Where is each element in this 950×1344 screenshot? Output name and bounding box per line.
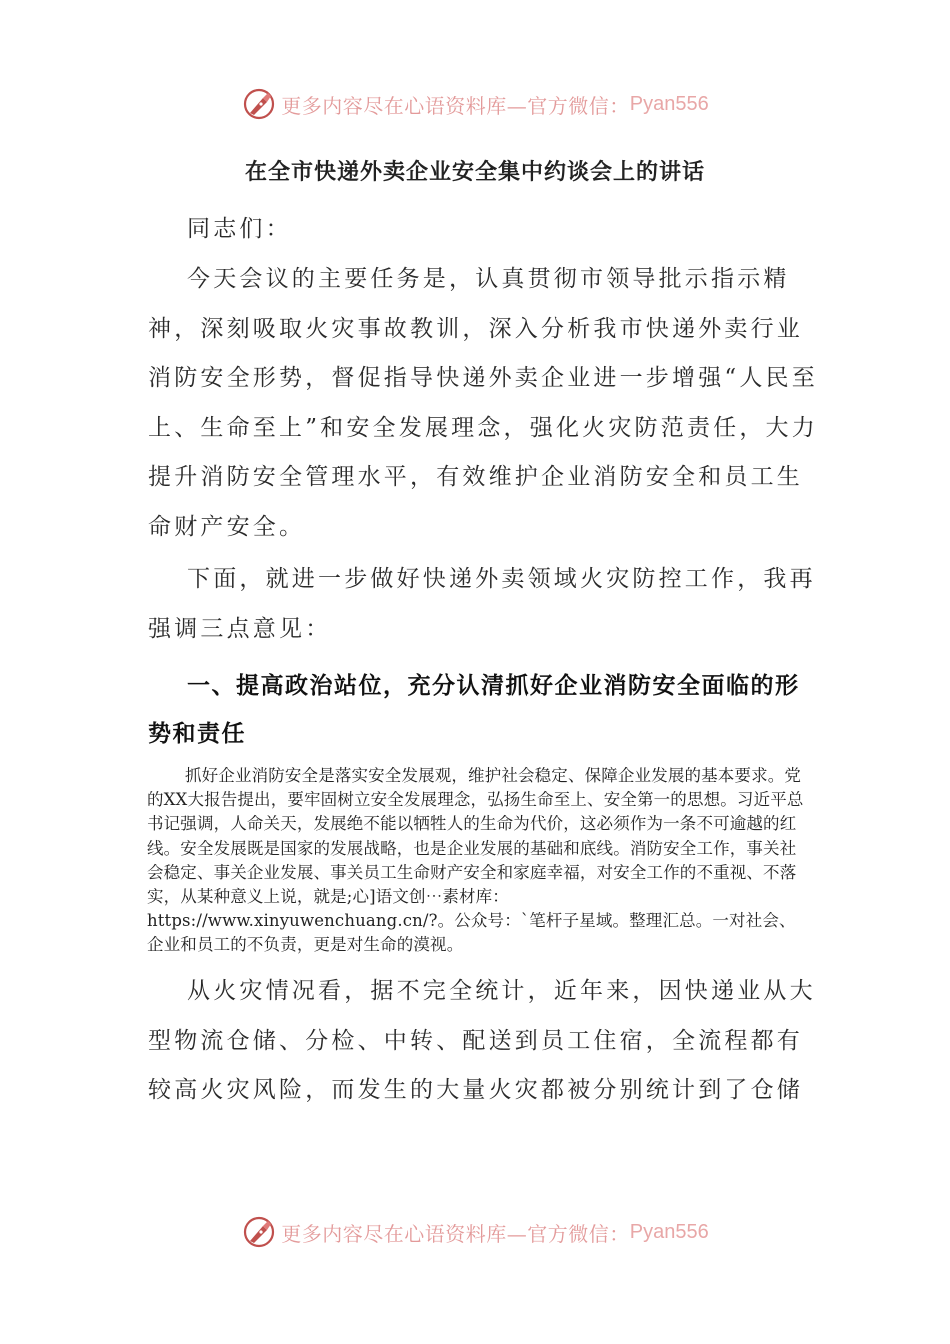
header-watermark — [0, 84, 950, 124]
paragraph-3: 从火灾情况看，据不完全统计，近年来，因快递业从大型物流仓储、分检、中转、配送到员工住宿，全流程都有较高火灾风险，而发生的大量火灾都被分别统计到了仓储 — [148, 978, 816, 1104]
pen-nib-icon — [241, 86, 277, 122]
salutation: 同志们： — [187, 216, 292, 242]
paragraph-1: 今天会议的主要任务是，认真贯彻市领导批示指示精神，深刻吸取火灾事故教训，深入分析我市快递外卖行业消防安全形势，督促指导快递外卖企业进一步增强“人民至上、生命至上”和安全发展理念，强化火灾防范责任，大力提升消防安全管理水平，有效维护企业消防安全和员工生命财产安全。 — [148, 266, 818, 540]
pen-nib-icon — [241, 1214, 277, 1250]
paragraph-2: 下面，就进一步做好快递外卖领域火灾防控工作，我再强调三点意见： — [148, 566, 816, 642]
watermark-wechat-id: Pyan556 — [629, 92, 709, 115]
document-title: 在全市快递外卖企业安全集中约谈会上的讲话 — [244, 159, 705, 185]
section-1-paragraph: 抓好企业消防安全是落实安全发展观，维护社会稳定、保障企业发展的基本要求。党的XX大报告提出，要牢固树立安全发展理念，弘扬生命至上、安全第一的思想。习近平总书记强调，人命关天，发展绝不能以牺牲人的生命为代价，这必须作为一条不可逾越的红线。安全发展既是国家的发展战略，也是企业发展的基础和底线。消防安全工作，事关社会稳定、事关企业发展、事关员工生命财产安全和家庭幸福，对安全工作的不重视、不落实，从某种意义上说，就是;心]语文创⋯素材库：https://www.xinyuwenchuang.cn/?。公众号：`笔杆子星域。整理汇总。一对社会、企业和员工的不负责，更是对生命的漠视。 — [147, 766, 804, 955]
footer-watermark — [0, 1212, 950, 1252]
watermark-text: 更多内容尽在心语资料库—官方微信： — [281, 93, 630, 118]
section-1-heading: 一、提高政治站位，充分认清抓好企业消防安全面临的形势和责任 — [148, 672, 800, 747]
watermark-wechat-id: Pyan556 — [629, 1220, 709, 1243]
watermark-text: 更多内容尽在心语资料库—官方微信： — [281, 1221, 630, 1246]
